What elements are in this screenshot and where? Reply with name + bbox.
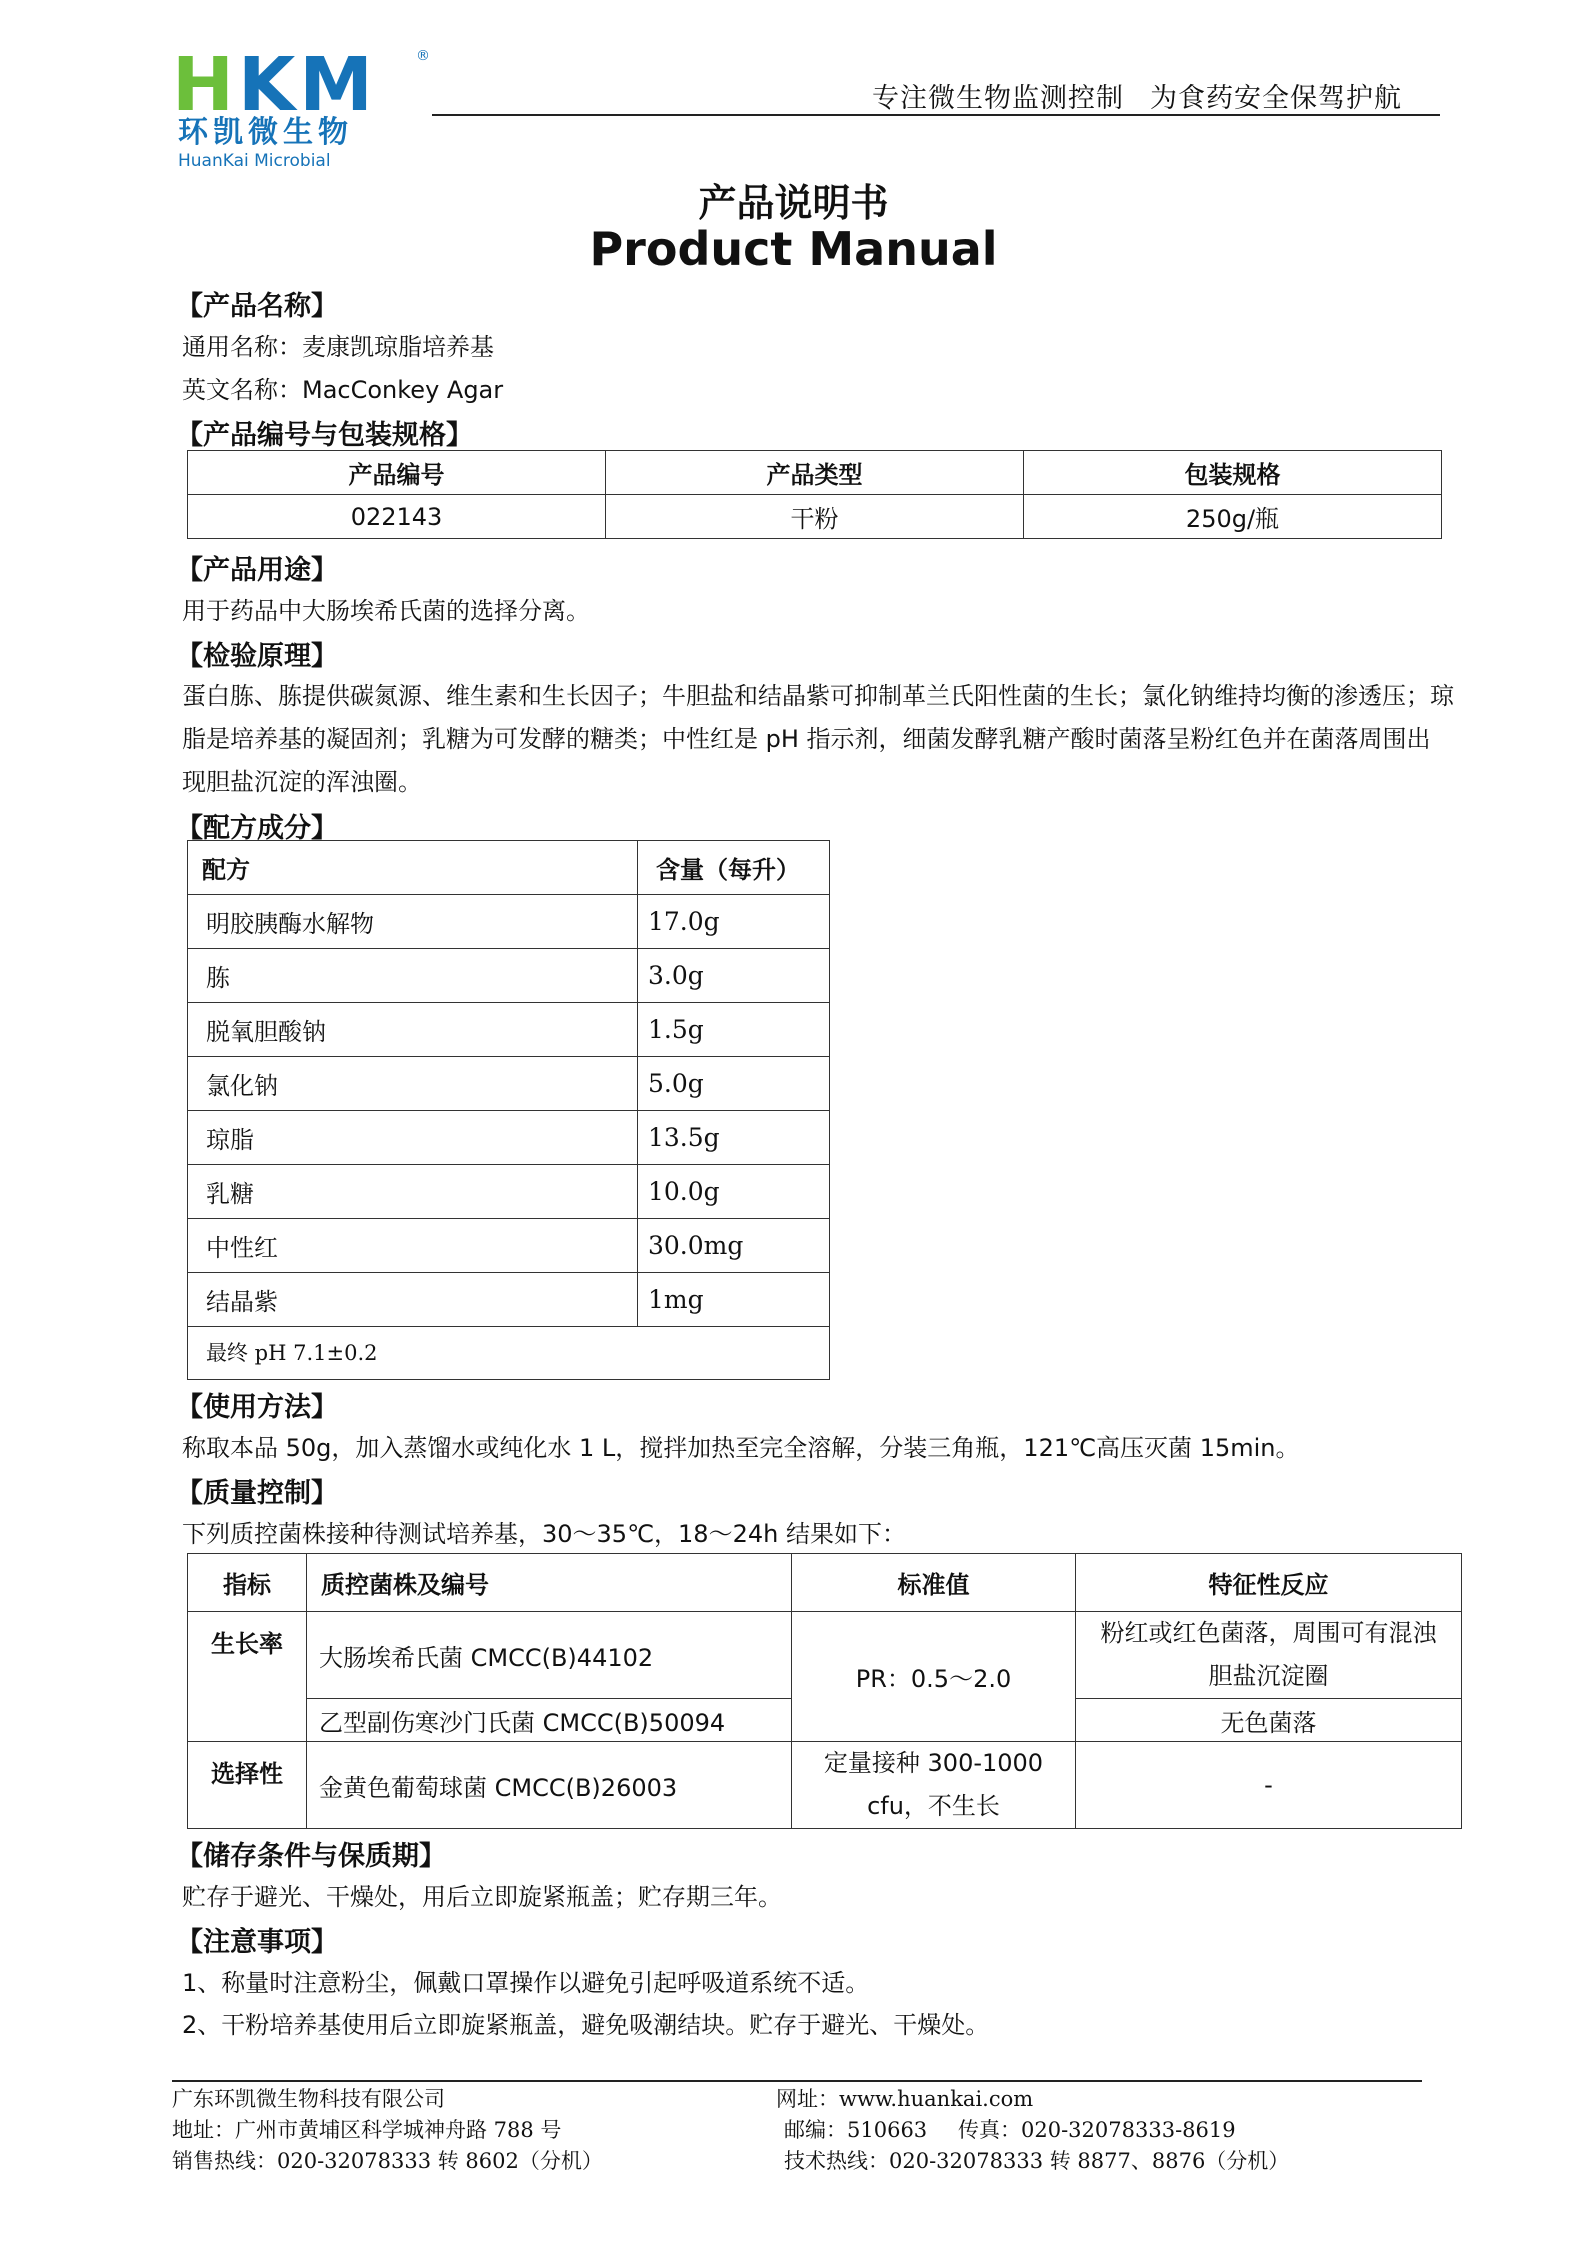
growth-strain: 大肠埃希氏菌 CMCC(B)44102 <box>307 1612 792 1699</box>
quality-intro: 下列质控菌株接种待测试培养基，30～35℃，18～24h 结果如下： <box>182 1520 906 1548</box>
section-heading-notes: 【注意事项】 <box>176 1927 338 1958</box>
table-row <box>188 949 830 1003</box>
growth-standard: PR：0.5～2.0 <box>792 1612 1076 1742</box>
slogan-part-1: 专注微生物监测控制 <box>872 83 1124 114</box>
ingredient-amount: 5.0g <box>638 1057 830 1111</box>
section-heading-quality: 【质量控制】 <box>176 1478 338 1509</box>
final-ph: 最终 pH 7.1±0.2 <box>188 1327 830 1380</box>
footer-address: 地址：广州市黄埔区科学城神舟路 788 号 <box>172 2118 562 2142</box>
table-row <box>188 1327 830 1380</box>
header-divider <box>432 114 1440 116</box>
principle-text: 蛋白胨、胨提供碳氮源、维生素和生长因子；牛胆盐和结晶紫可抑制革兰氏阳性菌的生长；氯化钠维持均衡的渗透压；琼脂是培养基的凝固剂；乳糖为可发酵的糖类；中性红是 pH 指示剂，细菌发酵乳糖产酸时菌落呈粉红色并在菌落周围出现胆盐沉淀的浑浊圈。 <box>182 682 1454 796</box>
section-heading-principle: 【检验原理】 <box>176 641 338 672</box>
footer-website: 网址：www.huankai.com <box>776 2087 1034 2111</box>
footer-postcode: 邮编：510663 <box>784 2118 928 2142</box>
ingredient-amount: 17.0g <box>638 895 830 949</box>
section-heading-formula: 【配方成分】 <box>176 813 338 844</box>
growth-reaction: 无色菌落 <box>1076 1699 1462 1742</box>
col-strain: 质控菌株及编号 <box>307 1554 792 1612</box>
section-heading-usage: 【产品用途】 <box>176 555 338 586</box>
col-indicator: 指标 <box>188 1554 307 1612</box>
page-title-en: Product Manual <box>589 222 998 276</box>
ingredient-amount: 3.0g <box>638 949 830 1003</box>
growth-reaction: 粉红或红色菌落，周围可有混浊胆盐沉淀圈 <box>1076 1612 1462 1699</box>
table-row <box>188 1742 1462 1829</box>
footer-sales-hotline: 销售热线：020-32078333 转 8602（分机） <box>172 2149 603 2173</box>
col-standard: 标准值 <box>792 1554 1076 1612</box>
storage-text: 贮存于避光、干燥处，用后立即旋紧瓶盖；贮存期三年。 <box>182 1883 782 1911</box>
company-logo <box>172 42 442 171</box>
logo-letters: HKM <box>172 42 377 128</box>
ingredient-name: 琼脂 <box>188 1111 638 1165</box>
col-product-code: 产品编号 <box>188 451 606 495</box>
ingredient-amount: 13.5g <box>638 1111 830 1165</box>
col-product-type: 产品类型 <box>606 451 1024 495</box>
section-heading-storage: 【储存条件与保质期】 <box>176 1841 446 1872</box>
logo-chinese-name: 环凯微生物 <box>178 115 353 150</box>
ingredient-amount: 30.0mg <box>638 1219 830 1273</box>
method-text: 称取本品 50g，加入蒸馏水或纯化水 1 L，搅拌加热至完全溶解，分装三角瓶，121℃高压灭菌 15min。 <box>182 1434 1300 1462</box>
english-name: 英文名称：MacConkey Agar <box>182 376 504 404</box>
logo-registered-mark: ® <box>416 48 430 64</box>
table-row <box>188 1219 830 1273</box>
quality-control-table <box>187 1553 1462 1829</box>
table-row <box>188 1057 830 1111</box>
ingredient-amount: 10.0g <box>638 1165 830 1219</box>
selectivity-strain: 金黄色葡萄球菌 CMCC(B)26003 <box>307 1742 792 1829</box>
table-header-row <box>188 1554 1462 1612</box>
packaging-table <box>187 450 1442 539</box>
usage-text: 用于药品中大肠埃希氏菌的选择分离。 <box>182 597 590 625</box>
growth-rate-label: 生长率 <box>188 1612 307 1742</box>
package-size: 250g/瓶 <box>1024 495 1442 539</box>
footer-divider <box>172 2080 1422 2082</box>
page-title-cn: 产品说明书 <box>698 181 889 225</box>
ingredient-name: 脱氧胆酸钠 <box>188 1003 638 1057</box>
slogan-part-2: 为食药安全保驾护航 <box>1150 83 1402 114</box>
ingredient-name: 氯化钠 <box>188 1057 638 1111</box>
formula-table <box>187 840 830 1380</box>
ingredient-name: 中性红 <box>188 1219 638 1273</box>
ingredient-name: 胨 <box>188 949 638 1003</box>
table-row <box>188 1273 830 1327</box>
col-amount: 含量（每升） <box>638 841 830 895</box>
selectivity-reaction: - <box>1076 1742 1462 1829</box>
selectivity-standard: 定量接种 300-1000 cfu，不生长 <box>792 1742 1076 1829</box>
note-item: 2、干粉培养基使用后立即旋紧瓶盖，避免吸潮结块。贮存于避光、干燥处。 <box>182 2011 990 2039</box>
product-type: 干粉 <box>606 495 1024 539</box>
col-ingredient: 配方 <box>188 841 638 895</box>
header-slogan <box>872 76 1402 115</box>
section-heading-product-name: 【产品名称】 <box>176 291 338 322</box>
ingredient-name: 乳糖 <box>188 1165 638 1219</box>
footer-company: 广东环凯微生物科技有限公司 <box>172 2087 445 2111</box>
table-row <box>188 1003 830 1057</box>
ingredient-name: 明胶胰酶水解物 <box>188 895 638 949</box>
table-header-row <box>188 451 1442 495</box>
table-row <box>188 495 1442 539</box>
section-heading-method: 【使用方法】 <box>176 1392 338 1423</box>
ingredient-amount: 1mg <box>638 1273 830 1327</box>
ingredient-amount: 1.5g <box>638 1003 830 1057</box>
selectivity-label: 选择性 <box>188 1742 307 1829</box>
footer-fax: 传真：020-32078333-8619 <box>958 2118 1236 2142</box>
note-item: 1、称量时注意粉尘，佩戴口罩操作以避免引起呼吸道系统不适。 <box>182 1969 870 1997</box>
col-reaction: 特征性反应 <box>1076 1554 1462 1612</box>
table-row <box>188 1612 1462 1699</box>
growth-strain: 乙型副伤寒沙门氏菌 CMCC(B)50094 <box>307 1699 792 1742</box>
table-row <box>188 1165 830 1219</box>
product-code: 022143 <box>188 495 606 539</box>
table-row <box>188 1111 830 1165</box>
section-heading-packaging: 【产品编号与包装规格】 <box>176 420 473 451</box>
footer-tech-hotline: 技术热线：020-32078333 转 8877、8876（分机） <box>784 2149 1290 2173</box>
logo-english-name: HuanKai Microbial <box>178 151 331 171</box>
col-package-size: 包装规格 <box>1024 451 1442 495</box>
table-header-row <box>188 841 830 895</box>
table-row <box>188 895 830 949</box>
generic-name: 通用名称：麦康凯琼脂培养基 <box>182 333 494 361</box>
ingredient-name: 结晶紫 <box>188 1273 638 1327</box>
